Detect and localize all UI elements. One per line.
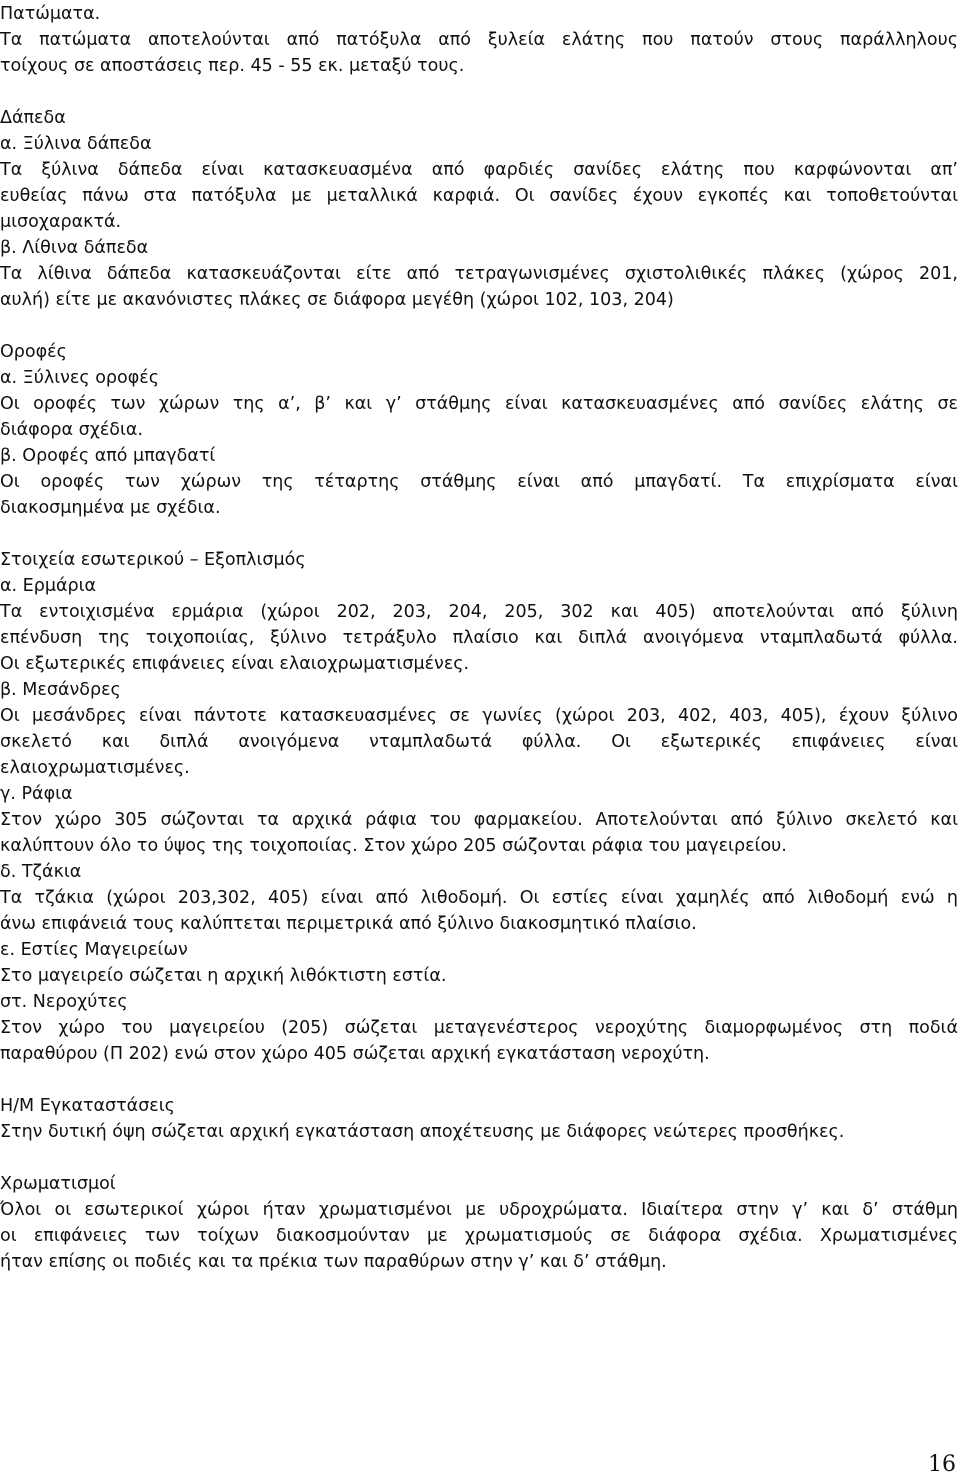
text-line: Στον χώρο 305 σώζονται τα αρχικά ράφια του φαρμακείου. Αποτελούνται από ξύλινο σκελετό και: [0, 810, 958, 830]
text-line: Στον χώρο του μαγειρείου (205) σώζεται μεταγενέστερος νεροχύτης διαμορφωμένος στη ποδιά: [0, 1018, 958, 1038]
text-line: Οροφές: [0, 342, 67, 362]
text-line: Στο μαγειρείο σώζεται η αρχική λιθόκτιστη εστία.: [0, 966, 447, 986]
text-line: μισοχαρακτά.: [0, 212, 122, 232]
text-line: ε. Εστίες Μαγειρείων: [0, 940, 188, 960]
text-line: αυλή) είτε με ακανόνιστες πλάκες σε διάφορα μεγέθη (χώροι 102, 103, 204): [0, 290, 674, 310]
text-line: τοίχους σε αποστάσεις περ. 45 - 55 εκ. μεταξύ τους.: [0, 56, 465, 76]
text-line: Στην δυτική όψη σώζεται αρχική εγκατάσταση αποχέτευσης με διάφορες νεώτερες προσθήκες.: [0, 1122, 845, 1142]
text-line: β. Μεσάνδρες: [0, 680, 121, 700]
text-line: α. Ερμάρια: [0, 576, 97, 596]
text-line: διακοσμημένα με σχέδια.: [0, 498, 221, 518]
text-line: Τα λίθινα δάπεδα κατασκευάζονται είτε από τετραγωνισμένες σχιστολιθικές πλάκες (χώρος 201,: [0, 264, 958, 284]
text-line: β. Οροφές από μπαγδατί: [0, 446, 216, 466]
text-line: α. Ξύλινες οροφές: [0, 368, 159, 388]
page-number: 16: [928, 1452, 956, 1477]
text-line: στ. Νεροχύτες: [0, 992, 128, 1012]
text-line: Δάπεδα: [0, 108, 66, 128]
text-line: Πατώματα.: [0, 4, 101, 24]
text-line: Τα ξύλινα δάπεδα είναι κατασκευασμένα από φαρδιές σανίδες ελάτης που καρφώνονται απ’: [0, 160, 958, 180]
text-line: Οι οροφές των χώρων της τέταρτης στάθμης είναι από μπαγδατί. Τα επιχρίσματα είναι: [0, 472, 958, 492]
text-line: β. Λίθινα δάπεδα: [0, 238, 149, 258]
text-line: Τα τζάκια (χώροι 203,302, 405) είναι από λιθοδομή. Οι εστίες είναι χαμηλές από λιθοδομή ενώ η: [0, 888, 958, 908]
text-line: Η/Μ Εγκαταστάσεις: [0, 1096, 175, 1116]
text-line: γ. Ράφια: [0, 784, 73, 804]
text-line: Στοιχεία εσωτερικού – Εξοπλισμός: [0, 550, 306, 570]
text-line: άνω επιφάνειά τους καλύπτεται περιμετρικά από ξύλινο διακοσμητικό πλαίσιο.: [0, 914, 697, 934]
text-line: Τα πατώματα αποτελούνται από πατόξυλα από ξυλεία ελάτης που πατούν στους παράλληλους: [0, 30, 958, 50]
text-line: παραθύρου (Π 202) ενώ στον χώρο 405 σώζεται αρχική εγκατάσταση νεροχύτη.: [0, 1044, 710, 1064]
text-line: επένδυση της τοιχοποιίας, ξύλινο τετράξυλο πλαίσιο και διπλά ανοιγόμενα νταμπλαδωτά φύλλα.: [0, 628, 958, 648]
text-line: Τα εντοιχισμένα ερμάρια (χώροι 202, 203, 204, 205, 302 και 405) αποτελούνται από ξύλινη: [0, 602, 958, 622]
text-line: καλύπτουν όλο το ύψος της τοιχοποιίας. Στον χώρο 205 σώζονται ράφια του μαγειρείου.: [0, 836, 787, 856]
text-line: Όλοι οι εσωτερικοί χώροι ήταν χρωματισμένοι με υδροχρώματα. Ιδιαίτερα στην γ’ και δ’ στάθμη: [0, 1200, 958, 1220]
text-line: σκελετό και διπλά ανοιγόμενα νταμπλαδωτά φύλλα. Οι εξωτερικές επιφάνειες είναι: [0, 732, 958, 752]
text-line: ελαιοχρωματισμένες.: [0, 758, 190, 778]
text-line: α. Ξύλινα δάπεδα: [0, 134, 152, 154]
text-line: ευθείας πάνω στα πατόξυλα με μεταλλικά καρφιά. Οι σανίδες έχουν εγκοπές και τοποθετούνται: [0, 186, 958, 206]
text-line: δ. Τζάκια: [0, 862, 82, 882]
text-line: Οι οροφές των χώρων της α’, β’ και γ’ στάθμης είναι κατασκευασμένες από σανίδες ελάτης σε: [0, 394, 958, 414]
text-line: Χρωματισμοί: [0, 1174, 116, 1194]
text-line: Οι μεσάνδρες είναι πάντοτε κατασκευασμένες σε γωνίες (χώροι 203, 402, 403, 405), έχουν ξύλινο: [0, 706, 958, 726]
text-line: ήταν επίσης οι ποδιές και τα πρέκια των παραθύρων στην γ’ και δ’ στάθμη.: [0, 1252, 667, 1272]
text-line: διάφορα σχέδια.: [0, 420, 144, 440]
text-line: οι επιφάνειες των τοίχων διακοσμούνταν με χρωματισμούς σε διάφορα σχέδια. Χρωματισμένες: [0, 1226, 958, 1246]
text-line: Οι εξωτερικές επιφάνειες είναι ελαιοχρωματισμένες.: [0, 654, 470, 674]
